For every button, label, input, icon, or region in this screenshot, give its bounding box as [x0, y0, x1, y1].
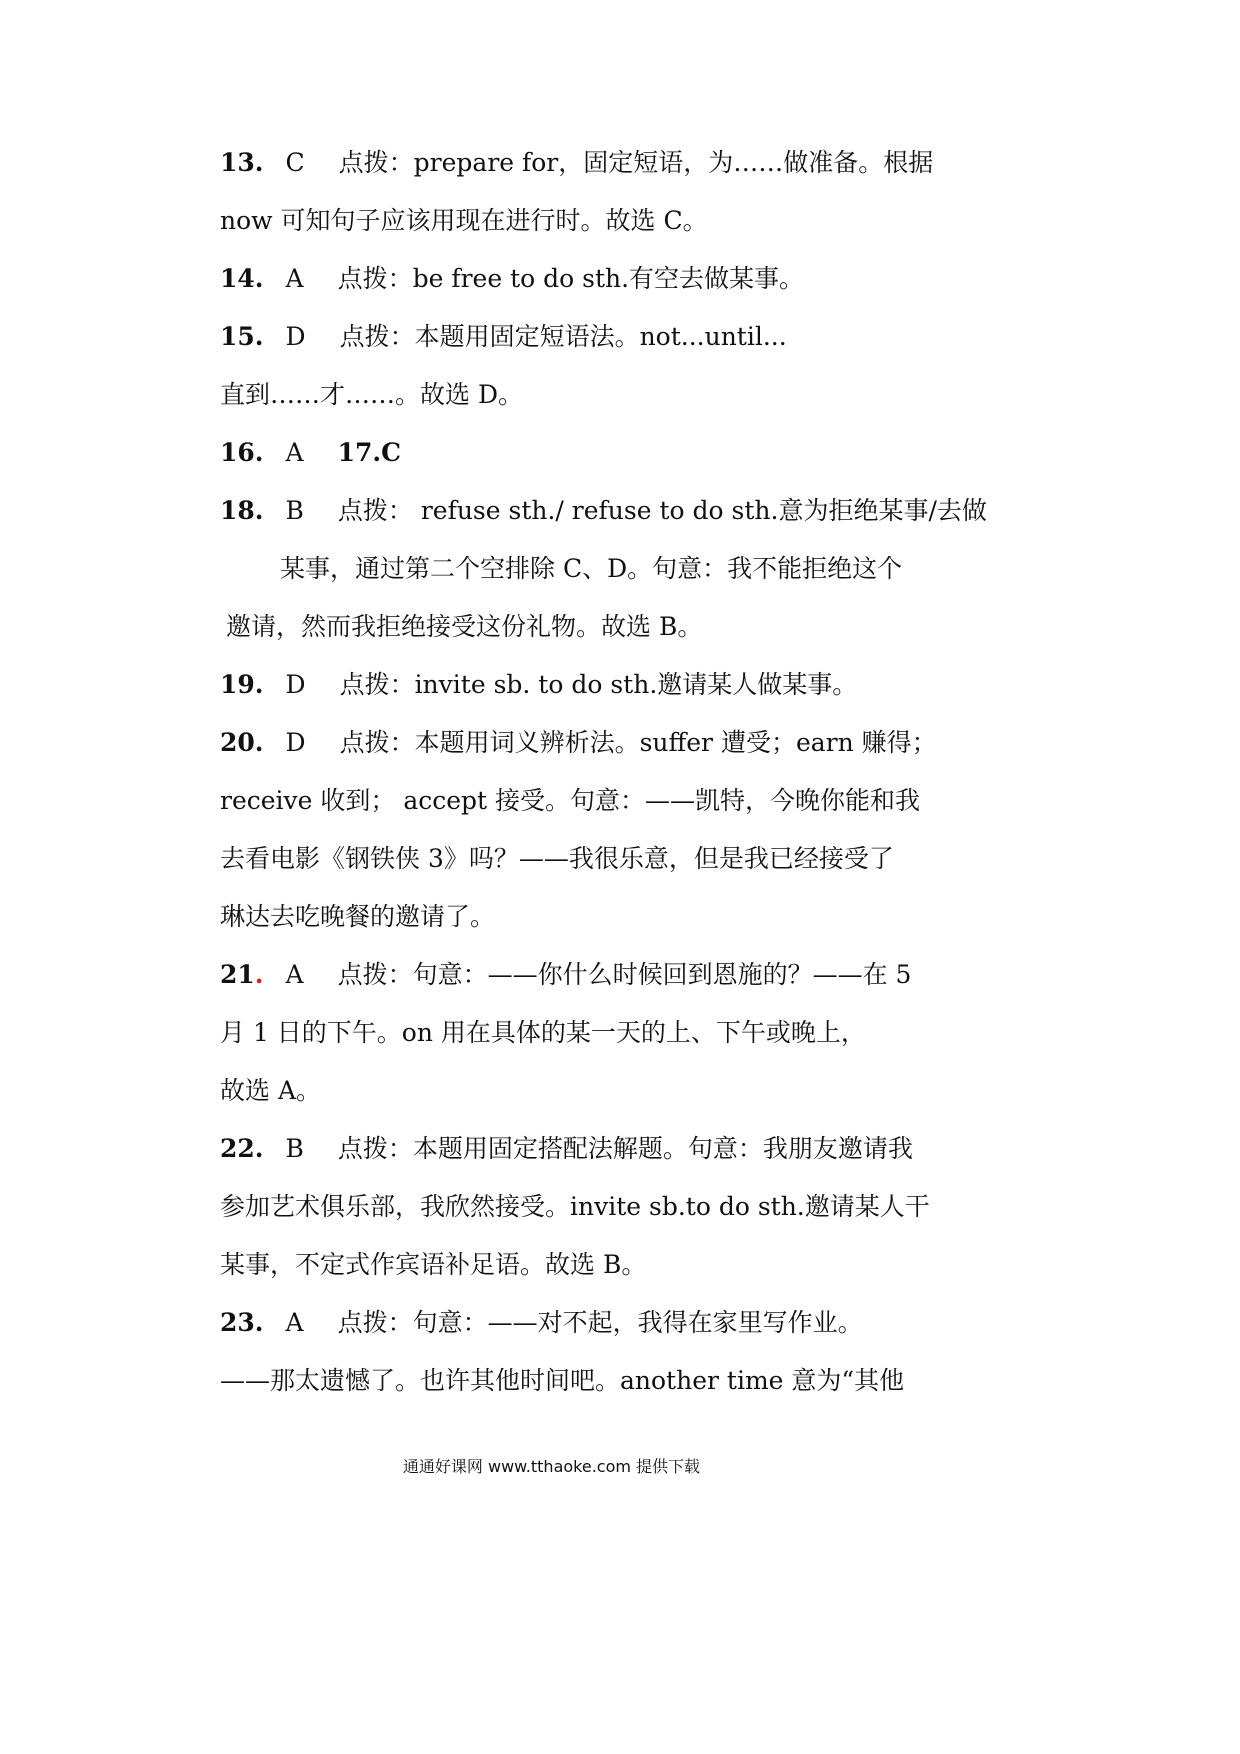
item-explanation: 点拨：本题用固定搭配法解题。句意：我朋友邀请我 [337, 1134, 913, 1163]
item-number: 21 [220, 960, 255, 989]
item-number-dot: . [254, 670, 264, 699]
explanation-line: 参加艺术俱乐部，我欣然接受。invite sb.to do sth.邀请某人干 [220, 1192, 930, 1221]
explanation-line: 琳达去吃晚餐的邀请了。 [220, 902, 496, 931]
item-answer: A [285, 1308, 304, 1337]
item-answer: C [285, 148, 305, 177]
item-number: 23 [220, 1308, 255, 1337]
item-number: 14 [220, 264, 255, 293]
item-number-dot: . [254, 728, 264, 757]
item-answer: A [285, 438, 304, 467]
item-number: 22 [220, 1134, 255, 1163]
item-number: 15 [220, 322, 255, 351]
item-number-dot: . [254, 960, 264, 989]
item-explanation: 点拨：be free to do sth.有空去做某事。 [337, 264, 805, 293]
item-number: 19 [220, 670, 255, 699]
item-answer: D [285, 728, 306, 757]
item-answer: A [285, 960, 304, 989]
item-explanation: 点拨：句意：——对不起，我得在家里写作业。 [337, 1308, 863, 1337]
item-number-dot: . [254, 1308, 264, 1337]
item-number: 20 [220, 728, 255, 757]
item-explanation: 点拨： refuse sth./ refuse to do sth.意为拒绝某事/去做 [337, 496, 987, 525]
explanation-line: 故选 A。 [220, 1076, 322, 1105]
item-number-dot: . [254, 496, 264, 525]
explanation-line: 邀请，然而我拒绝接受这份礼物。故选 B。 [226, 612, 703, 641]
item-answer: B [285, 496, 304, 525]
item-number-dot: . [254, 148, 264, 177]
item-answer: B [285, 1134, 304, 1163]
page-footer-source: 通通好课网 www.tthaoke.com 提供下载 [402, 1457, 701, 1476]
answer-item-21 [220, 960, 911, 990]
item-explanation: 点拨：句意：——你什么时候回到恩施的？——在 5 [337, 960, 912, 989]
answer-item-23 [220, 1308, 863, 1338]
item-number: 13 [220, 148, 255, 177]
item-explanation: 点拨：prepare for，固定短语，为……做准备。根据 [338, 148, 934, 177]
answer-item-16 [220, 438, 401, 468]
item-explanation: 点拨：invite sb. to do sth.邀请某人做某事。 [339, 670, 858, 699]
explanation-line: receive 收到； accept 接受。句意：——凯特，今晚你能和我 [220, 786, 921, 815]
item-number-dot: . [254, 322, 264, 351]
explanation-line: 直到……才……。故选 D。 [220, 380, 523, 409]
answer-item-17: 17.C [337, 438, 401, 467]
explanation-line: 某事，不定式作宾语补足语。故选 B。 [220, 1250, 647, 1279]
item-answer: D [285, 322, 306, 351]
item-number-dot: . [254, 1134, 264, 1163]
answer-item-13 [220, 148, 933, 178]
item-number-dot: . [254, 264, 264, 293]
explanation-line: 去看电影《钢铁侠 3》吗？——我很乐意，但是我已经接受了 [220, 844, 894, 873]
explanation-line: ——那太遗憾了。也许其他时间吧。another time 意为“其他 [220, 1366, 905, 1395]
explanation-line: now 可知句子应该用现在进行时。故选 C。 [220, 206, 708, 235]
item-explanation: 点拨：本题用词义辨析法。suffer 遭受；earn 赚得； [339, 728, 937, 757]
item-number: 18 [220, 496, 255, 525]
item-number-dot: . [254, 438, 264, 467]
item-number: 16 [220, 438, 255, 467]
explanation-line: 某事，通过第二个空排除 C、D。句意：我不能拒绝这个 [280, 554, 903, 583]
item-explanation: 点拨：本题用固定短语法。not...until... [339, 322, 787, 351]
answer-item-15 [220, 322, 787, 352]
answer-item-14 [220, 264, 804, 294]
item-answer: D [285, 670, 306, 699]
answer-item-22 [220, 1134, 913, 1164]
item-answer: A [285, 264, 304, 293]
explanation-line: 月 1 日的下午。on 用在具体的某一天的上、下午或晚上， [220, 1018, 866, 1047]
answer-item-18 [220, 496, 987, 526]
answer-item-19 [220, 670, 857, 700]
answer-item-20 [220, 728, 937, 758]
